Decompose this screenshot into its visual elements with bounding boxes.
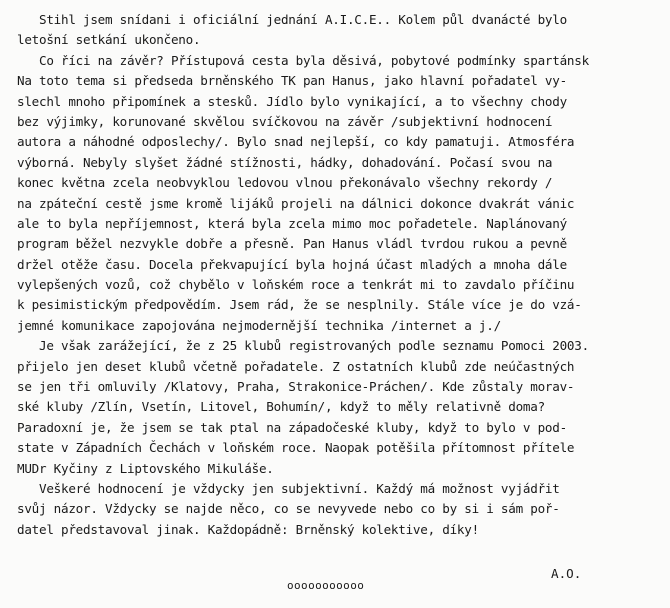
text-line: slechl mnoho připomínek a stesků. Jídlo bylo vynikající, a to všechny chody xyxy=(17,93,567,109)
text-line: výborná. Nebyly slyšet žádné stížnosti, hádky, dohadování. Počasí svou na xyxy=(17,154,553,170)
text-line: svůj názor. Vždycky se najde něco, co se nevyvede nebo co by si i sám poř- xyxy=(17,501,560,517)
text-line: přijelo jen deset klubů včetně pořadatele. Z ostatních klubů zde neúčastných xyxy=(17,358,575,374)
text-line: k pesimistickým předpovědím. Jsem rád, že se nesplnily. Stále více je do vzá- xyxy=(17,297,582,313)
text-line: Co říci na závěr? Přístupová cesta byla děsivá, pobytové podmínky spartánsk xyxy=(17,52,589,68)
text-line: vylepšených vozů, což chybělo v loňském roce a tenkrát mi to zavdalo příčinu xyxy=(17,277,575,293)
text-line: ské kluby /Zlín, Vsetín, Litovel, Bohumín/, když to měly relativně doma? xyxy=(17,399,545,415)
text-line: ale to byla nepříjemnost, která byla zcela mimo moc pořadetele. Naplánovaný xyxy=(17,215,567,231)
text-line: Paradoxní je, že jsem se tak ptal na západočeské kluby, když to bylo v pod- xyxy=(17,419,567,435)
text-line: Stihl jsem snídani i oficiální jednání A.I.C.E.. Kolem půl dvanácté bylo xyxy=(17,12,567,27)
text-line: Veškeré hodnocení je vždycky jen subjektivní. Každý má možnost vyjádřit xyxy=(17,480,560,496)
article-body xyxy=(17,10,657,540)
text-line: na zpáteční cestě jsme kromě lijáků projeli na dálnici dokonce dvakrát vánic xyxy=(17,195,575,211)
text-line: letošní setkání ukončeno. xyxy=(17,32,201,48)
text-line: konec května zcela neobvyklou ledovou vlnou překonávalo všechny rekordy / xyxy=(17,175,553,191)
text-line: datel představoval jinak. Každopádně: Brněnský kolektive, díky! xyxy=(17,521,479,537)
text-line: se jen tři omluvily /Klatovy, Praha, Strakonice-Práchen/. Kde zůstaly morav- xyxy=(17,379,575,395)
text-line: program běžel nezvykle dobře a přesně. Pan Hanus vládl tvrdou rukou a pevně xyxy=(17,236,567,252)
text-line: autora a náhodné odposlechy/. Bylo snad nejlepší, co kdy pamatuji. Atmosféra xyxy=(17,134,575,150)
author-signature: A.O. xyxy=(551,566,582,581)
text-line: Na toto tema si předseda brněnského TK pan Hanus, jako hlavní pořadatel vy- xyxy=(17,73,567,89)
text-line: MUDr Kyčiny z Liptovského Mikuláše. xyxy=(17,460,274,476)
text-line: Je však zarážející, že z 25 klubů registrovaných podle seznamu Pomoci 2003. xyxy=(17,338,589,354)
text-line: jemné komunikace zapojována nejmodernější technika /internet a j./ xyxy=(17,317,501,333)
text-line: držel otěže času. Docela překvapující byla hojná účast mladých a mnoha dále xyxy=(17,256,567,272)
text-line: state v Západních Čechách v loňském roce. Naopak potěšila přítomnost přítele xyxy=(17,440,575,456)
text-line: bez výjimky, korunované skvělou svíčkovou na závěr /subjektivní hodnocení xyxy=(17,113,553,129)
section-divider: ooooooooooo xyxy=(287,579,365,592)
